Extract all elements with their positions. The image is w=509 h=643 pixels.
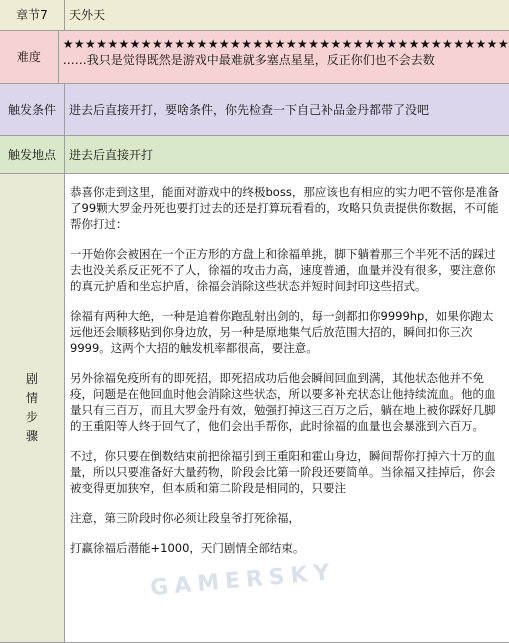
- trigger-condition-value: 进去后直接开打，要啥条件，你先检查一下自己补品金丹都带了没吧: [65, 84, 509, 136]
- plot-steps-label: [0, 174, 65, 643]
- trigger-location-value: 进去后直接开打: [65, 136, 509, 174]
- plot-paragraph: 徐福有两种大绝，一种是追着你跑乱射出剑的，每一剑都扣你9999hp，如果你跑太远他还会顺移贴到你身边放，另一种是原地集气后放范围大招的，瞬间扣你三次9999。这两个大招的触发机率都很高，要注意。: [70, 309, 494, 355]
- trigger-condition-label: 触发条件: [0, 84, 65, 136]
- plot-paragraph: 恭喜你走到这里，能面对游戏中的终极boss，那应该也有相应的实力吧不管你是准备了99颗大罗金丹死也要打过去的还是打算玩看看的，攻略只负责提供你数据，不可能帮你打过：: [70, 185, 499, 231]
- watermark-logo: GAMERSKY: [149, 559, 337, 602]
- plot-steps-label-char: 步: [25, 410, 38, 424]
- difficulty-value: [59, 31, 509, 84]
- plot-paragraph: 一开始你会被困在一个正方形的方盘上和徐福单挑，脚下躺着那三个半死不活的踩过去也没关系反正死不了人，徐福的攻击力高，速度普通，血量并没有很多，要注意你的真元护盾和坐忘护盾，徐福会消除这些状态并短时间封印这些招式。: [70, 247, 496, 293]
- trigger-location-row: [0, 136, 509, 174]
- difficulty-note: ……我只是觉得既然是游戏中最难就多塞点星星，反正你们也不会去数: [62, 53, 435, 67]
- plot-paragraph: 注意，第三阶段时你必须让段皇爷打死徐福，: [70, 511, 300, 525]
- chapter-value: 天外天: [65, 0, 509, 31]
- difficulty-row: [0, 31, 509, 84]
- chapter-label: 章节7: [0, 0, 65, 31]
- plot-paragraph: 不过，你只要在倒数结束前把徐福引到王重阳和霍山身边，瞬间帮你打掉六十万的血量，所以只要准备好大量药物，阶段会比第一阶段还要简单。当徐福又挂掉后，你会被变得更加狭窄，但本质和第二阶段是相同的，只要注: [70, 449, 496, 495]
- difficulty-label: 难度: [0, 31, 59, 84]
- chapter-row: [0, 0, 509, 31]
- plot-steps-label-char: 情: [25, 391, 38, 405]
- plot-paragraph: 另外徐福免疫所有的即死招，即死招成功后他会瞬间回血到满，其他状态他并不免疫，问题是在他回血时他会消除这些状态，所以要多补充状态让他持续流血。他的血量只有三百万，而且大罗金丹有效，勉强打掉这三百万之后，躺在地上被你踩好几脚的王重阳等人终于回气了，他们会出手帮你，此时徐福的血量也会暴涨到六百万。: [70, 371, 496, 433]
- plot-paragraph: 打赢徐福后潜能+1000，天门剧情全部结束。: [70, 541, 305, 555]
- plot-steps-label-char: 剧: [25, 372, 38, 386]
- trigger-condition-row: [0, 84, 509, 136]
- difficulty-stars: ★★★★★★★★★★★★★★★★★★★★★★★★★★★★★★★★★★★★★★★★: [62, 37, 509, 51]
- trigger-location-label: 触发地点: [0, 136, 65, 174]
- plot-steps-label-char: 骤: [25, 429, 38, 443]
